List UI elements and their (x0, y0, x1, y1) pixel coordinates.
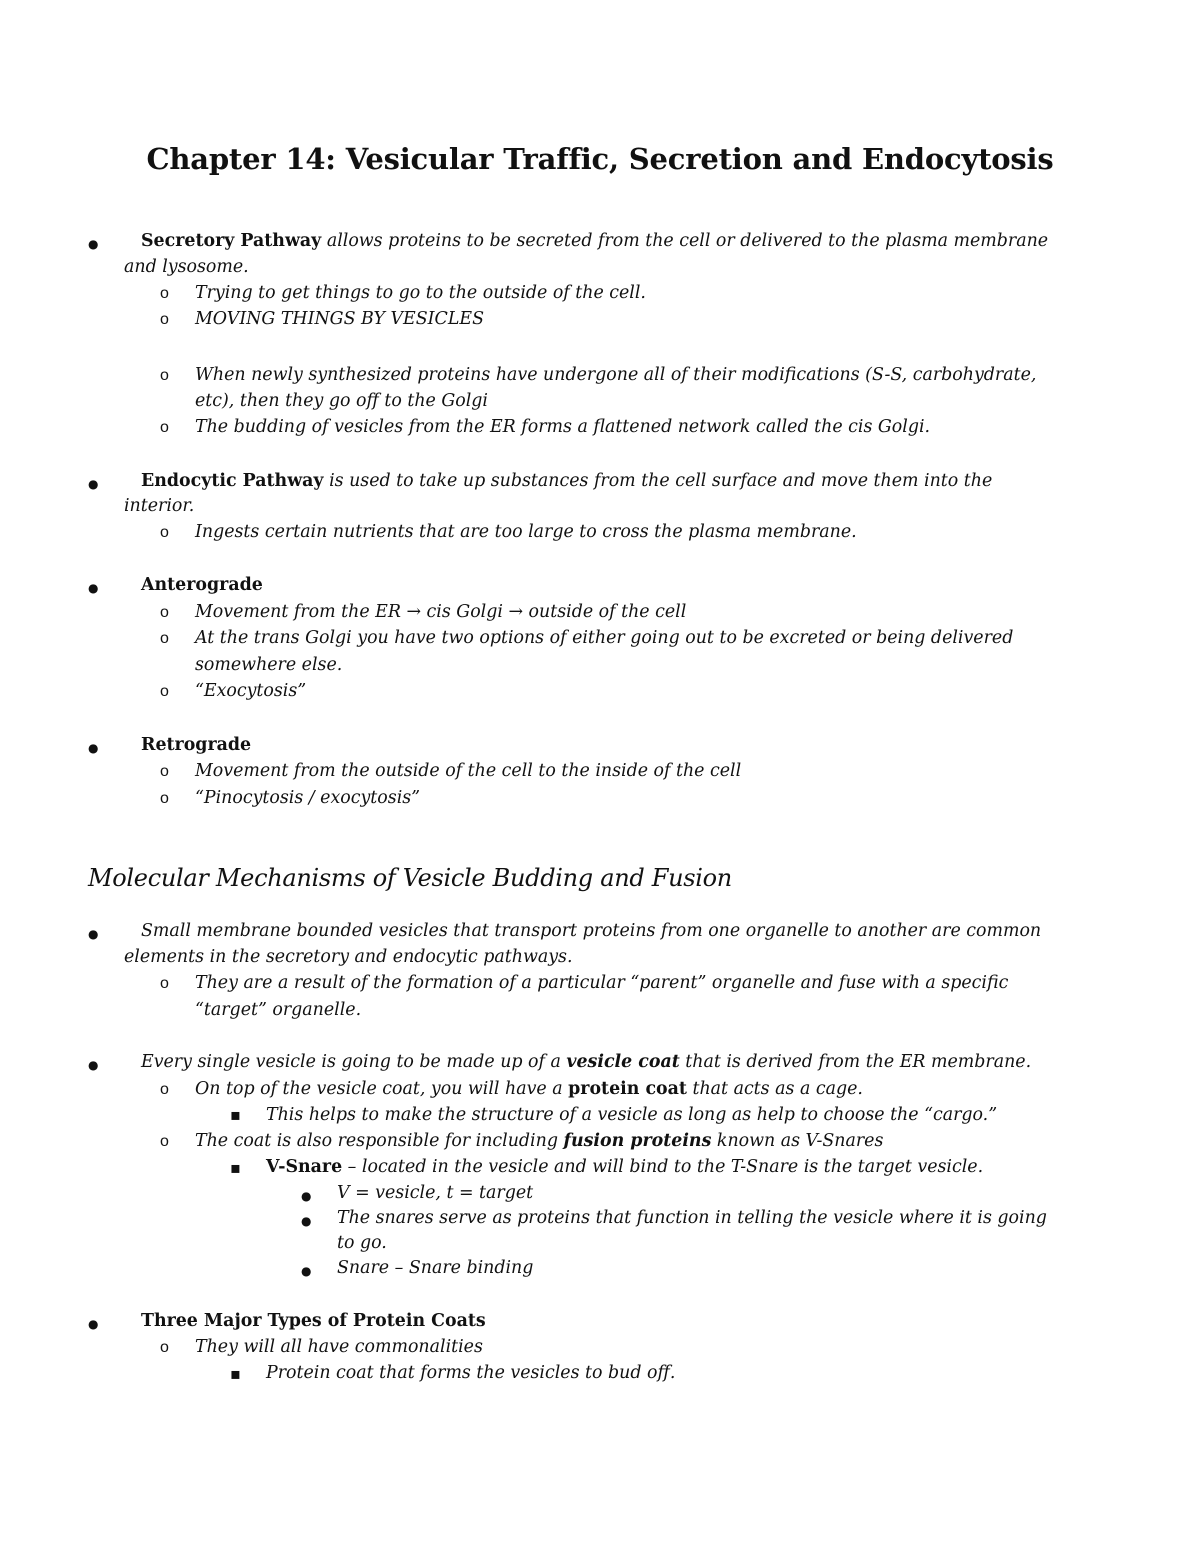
vsnare-text: – located in the vesicle and will bind to the T-Snare is the target vesicle. (342, 1157, 984, 1177)
bullet-square (230, 1107, 241, 1123)
vesicles-line-2: elements in the secretory and endocytic pathways. (124, 947, 573, 967)
vsnare-term: V-Snare (266, 1157, 343, 1177)
retrograde-term: Retrograde (141, 735, 252, 755)
bullet-circle (160, 764, 169, 780)
bullet-disc (301, 1213, 311, 1228)
secretory-term: Secretory Pathway (141, 231, 322, 251)
vesicles-sub-1a: They are a result of the formation of a particular “parent” organelle and fuse with a specific (195, 973, 1009, 993)
vsnare-detail-2a: The snares serve as proteins that function in telling the vesicle where it is going (337, 1208, 1047, 1228)
coat-sub-1 (195, 1081, 863, 1098)
secretory-sub-2: MOVING THINGS BY VESICLES (195, 309, 484, 329)
coat-post: that is derived from the ER membrane. (679, 1052, 1032, 1072)
bullet-circle (160, 1082, 169, 1098)
coat-sub-1-pre: On top of the vesicle coat, you will have a (195, 1079, 569, 1099)
coat-line (141, 1054, 1031, 1071)
bullet-circle (160, 631, 169, 647)
anterograde-sub-2b: somewhere else. (195, 655, 343, 675)
bullet-disc (88, 1316, 98, 1331)
endocytic-text: is used to take up substances from the cell surface and move them into the (323, 471, 993, 491)
bullet-disc (88, 236, 98, 251)
secretory-sub-3a: When newly synthesized proteins have undergone all of their modifications (S-S, carbohydrate, (195, 365, 1037, 385)
coat-sub-2-term: fusion proteins (563, 1131, 712, 1151)
bullet-circle (160, 525, 169, 541)
section-heading: Molecular Mechanisms of Vesicle Budding and Fusion (88, 864, 732, 892)
endocytic-sub-1: Ingests certain nutrients that are too large to cross the plasma membrane. (195, 522, 857, 542)
secretory-sub-3b: etc), then they go off to the Golgi (195, 391, 488, 411)
anterograde-sub-2a: At the trans Golgi you have two options of either going out to be excreted or being delivered (195, 628, 1014, 648)
coat-sub-1-term: protein coat (568, 1079, 687, 1099)
bullet-circle (160, 1340, 169, 1356)
bullet-circle (160, 368, 169, 384)
coats-sub-1: They will all have commonalities (195, 1337, 483, 1357)
vsnare-detail-1: V = vesicle, t = target (337, 1183, 534, 1203)
coat-sub-2-post: known as V-Snares (711, 1131, 884, 1151)
bullet-disc (88, 580, 98, 595)
vsnare-detail-2b: to go. (337, 1233, 387, 1253)
page-title: Chapter 14: Vesicular Traffic, Secretion and Endocytosis (146, 142, 1054, 176)
bullet-circle (160, 791, 169, 807)
bullet-circle (160, 1134, 169, 1150)
secretory-text: allows proteins to be secreted from the cell or delivered to the plasma membrane (321, 231, 1049, 251)
bullet-disc (88, 1057, 98, 1072)
secretory-sub-1: Trying to get things to go to the outside of the cell. (195, 283, 646, 303)
anterograde-sub-3: “Exocytosis” (195, 681, 307, 701)
endocytic-term: Endocytic Pathway (141, 471, 324, 491)
bullet-disc (301, 1263, 311, 1278)
bullet-circle (160, 976, 169, 992)
secretory-sub-4: The budding of vesicles from the ER forms a flattened network called the cis Golgi. (195, 417, 931, 437)
anterograde-term: Anterograde (141, 575, 263, 595)
bullet-circle (160, 605, 169, 621)
bullet-disc (88, 740, 98, 755)
bullet-square (230, 1366, 241, 1382)
bullet-disc (88, 926, 98, 941)
coats-term: Three Major Types of Protein Coats (141, 1311, 486, 1331)
bullet-square (230, 1160, 241, 1176)
coat-term: vesicle coat (566, 1052, 680, 1072)
coat-sub-2 (195, 1133, 883, 1150)
vsnare-detail-3: Snare – Snare binding (337, 1258, 534, 1278)
endocytic-line-2: interior. (124, 496, 195, 516)
endocytic-line-1 (141, 473, 992, 490)
bullet-disc (301, 1188, 311, 1203)
vsnare-line (266, 1159, 983, 1176)
coat-pre: Every single vesicle is going to be made up of a (141, 1052, 567, 1072)
coat-sub-1-sub: This helps to make the structure of a vesicle as long as help to choose the “cargo.” (266, 1105, 998, 1125)
retrograde-sub-2: “Pinocytosis / exocytosis” (195, 788, 421, 808)
secretory-line-1 (141, 233, 1048, 250)
anterograde-sub-1: Movement from the ER → cis Golgi → outside of the cell (195, 602, 687, 622)
vesicles-line-1: Small membrane bounded vesicles that transport proteins from one organelle to another are common (141, 921, 1042, 941)
retrograde-sub-1: Movement from the outside of the cell to the inside of the cell (195, 761, 742, 781)
bullet-circle (160, 420, 169, 436)
bullet-circle (160, 312, 169, 328)
coat-sub-2-pre: The coat is also responsible for including (195, 1131, 564, 1151)
secretory-line-2: and lysosome. (124, 257, 249, 277)
bullet-circle (160, 684, 169, 700)
coat-sub-1-post: that acts as a cage. (686, 1079, 863, 1099)
bullet-disc (88, 476, 98, 491)
vesicles-sub-1b: “target” organelle. (195, 1000, 362, 1020)
coats-sub-1-sub: Protein coat that forms the vesicles to bud off. (266, 1363, 676, 1383)
bullet-circle (160, 286, 169, 302)
